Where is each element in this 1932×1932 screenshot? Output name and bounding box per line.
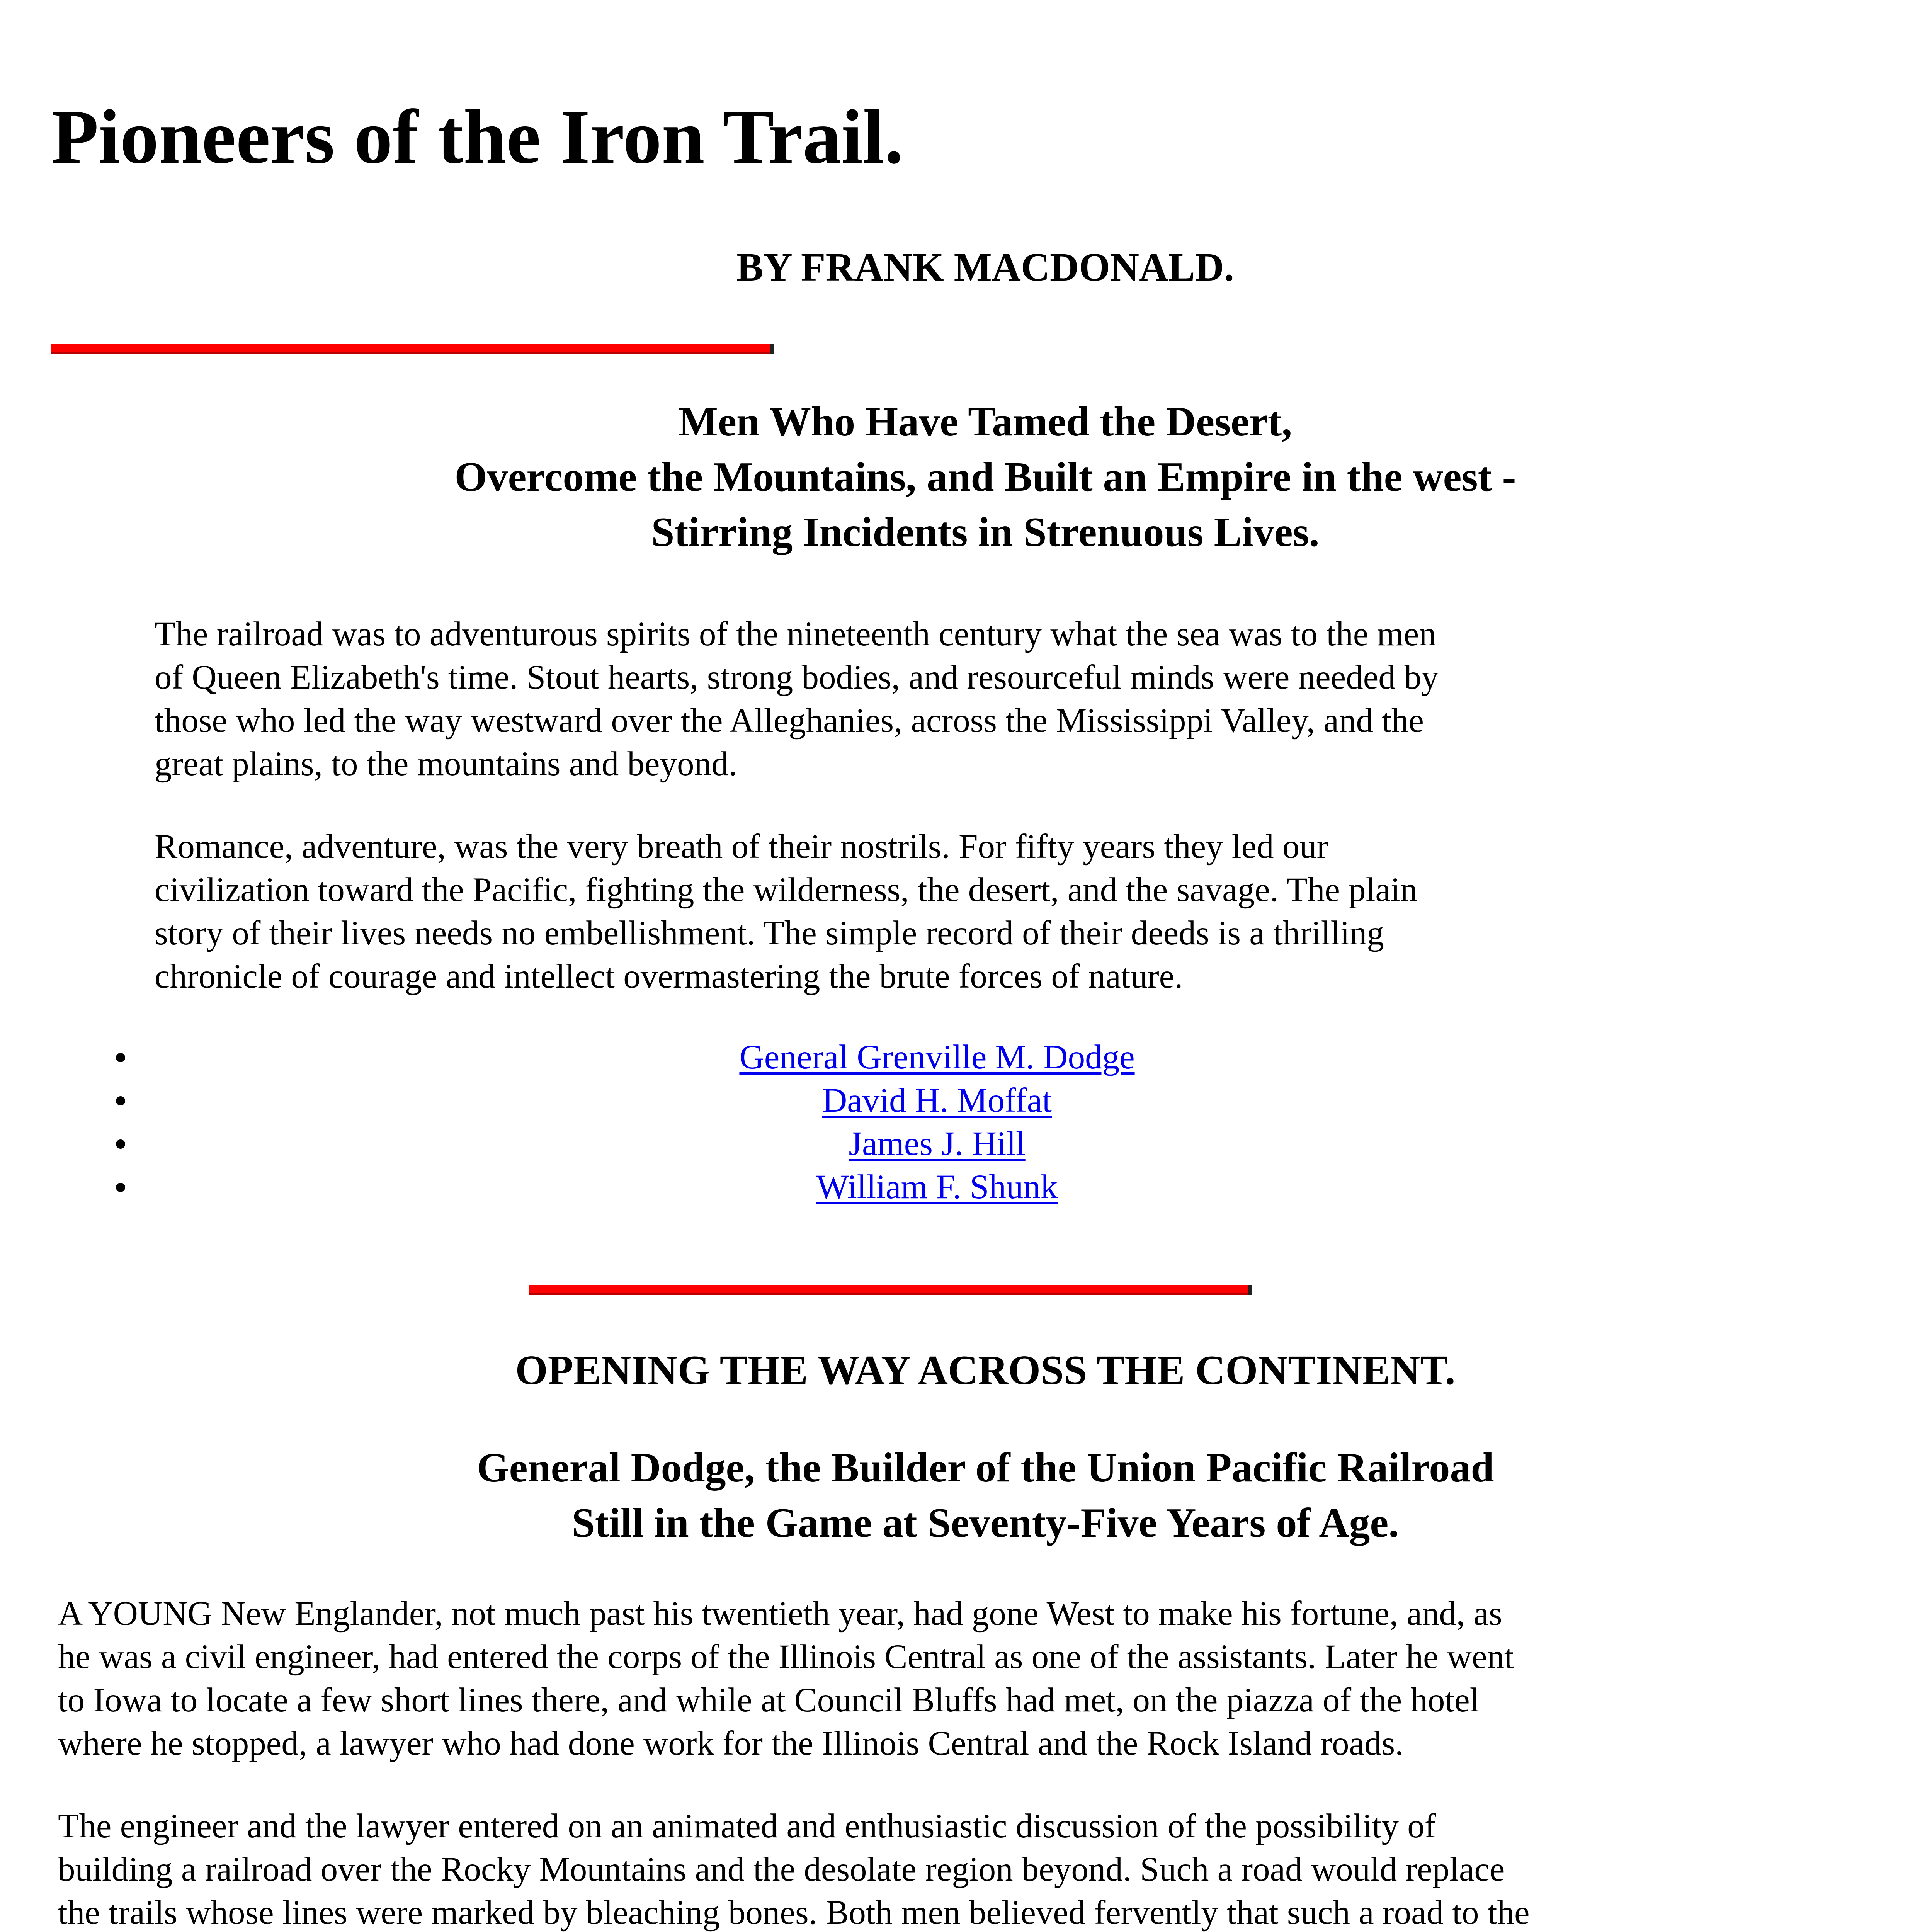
deck-headline bbox=[0, 394, 1932, 560]
text-line: he was a civil engineer, had entered the corps of the Illinois Central as one of the assistants. Later he went bbox=[58, 1638, 1514, 1676]
body-paragraph-2 bbox=[58, 1804, 1758, 1932]
text-line: chronicle of courage and intellect overmastering the brute forces of nature. bbox=[155, 957, 1183, 995]
text-line: story of their lives needs no embellishment. The simple record of their deeds is a thrilling bbox=[155, 914, 1384, 952]
intro-paragraph-1 bbox=[155, 612, 1623, 786]
bullet-icon bbox=[116, 1183, 125, 1192]
text-line: those who led the way westward over the Alleghanies, across the Mississippi Valley, and the bbox=[155, 702, 1424, 740]
text-line: The railroad was to adventurous spirits of the nineteenth century what the sea was to the men bbox=[155, 615, 1436, 653]
text-line: the trails whose lines were marked by bleaching bones. Both men believed fervently that such a road to the bbox=[58, 1894, 1530, 1932]
bullet-icon bbox=[116, 1139, 125, 1149]
text-line: Romance, adventure, was the very breath of their nostrils. For fifty years they led our bbox=[155, 828, 1328, 866]
section-subheading bbox=[0, 1440, 1932, 1551]
byline: BY FRANK MACDONALD. bbox=[736, 245, 1234, 289]
deck-line-2: Overcome the Mountains, and Built an Empire in the west - bbox=[454, 454, 1516, 500]
body-paragraph-1 bbox=[58, 1592, 1758, 1765]
list-item bbox=[116, 1079, 1758, 1122]
text-line: of Queen Elizabeth's time. Stout hearts, strong bodies, and resourceful minds were needed by bbox=[155, 658, 1439, 696]
intro-paragraph-2 bbox=[155, 825, 1623, 998]
list-item bbox=[116, 1165, 1758, 1209]
text-line: A YOUNG New Englander, not much past his twentieth year, had gone West to make his fortune, and, as bbox=[58, 1595, 1502, 1633]
pioneer-links-list bbox=[116, 1036, 1758, 1209]
text-line: building a railroad over the Rocky Mountains and the desolate region beyond. Such a road would replace bbox=[58, 1850, 1505, 1888]
red-divider-middle bbox=[529, 1285, 1248, 1295]
text-line: where he stopped, a lawyer who had done work for the Illinois Central and the Rock Island roads. bbox=[58, 1725, 1404, 1762]
link-william-shunk[interactable]: William F. Shunk bbox=[816, 1168, 1058, 1206]
list-item bbox=[116, 1122, 1758, 1165]
section-heading-text: OPENING THE WAY ACROSS THE CONTINENT. bbox=[515, 1347, 1456, 1393]
bullet-icon bbox=[116, 1053, 125, 1062]
page-title: Pioneers of the Iron Trail. bbox=[51, 94, 904, 180]
list-item bbox=[116, 1036, 1758, 1079]
section-subheading-line-2: Still in the Game at Seventy-Five Years of Age. bbox=[571, 1500, 1399, 1546]
link-james-hill[interactable]: James J. Hill bbox=[849, 1125, 1026, 1163]
text-line: great plains, to the mountains and beyond. bbox=[155, 745, 737, 783]
red-divider-top bbox=[51, 344, 770, 354]
deck-line-3: Stirring Incidents in Strenuous Lives. bbox=[651, 509, 1320, 555]
link-david-moffat[interactable]: David H. Moffat bbox=[822, 1082, 1052, 1119]
bullet-icon bbox=[116, 1096, 125, 1105]
text-line: to Iowa to locate a few short lines there, and while at Council Bluffs had met, on the piazza of the hotel bbox=[58, 1681, 1480, 1719]
text-line: The engineer and the lawyer entered on an animated and enthusiastic discussion of the possibility of bbox=[58, 1807, 1436, 1845]
section-heading bbox=[0, 1343, 1932, 1398]
section-subheading-line-1: General Dodge, the Builder of the Union Pacific Railroad bbox=[476, 1445, 1494, 1491]
link-grenville-dodge[interactable]: General Grenville M. Dodge bbox=[739, 1038, 1135, 1076]
deck-line-1: Men Who Have Tamed the Desert, bbox=[679, 399, 1292, 445]
text-line: civilization toward the Pacific, fighting the wilderness, the desert, and the savage. The plain bbox=[155, 871, 1418, 909]
